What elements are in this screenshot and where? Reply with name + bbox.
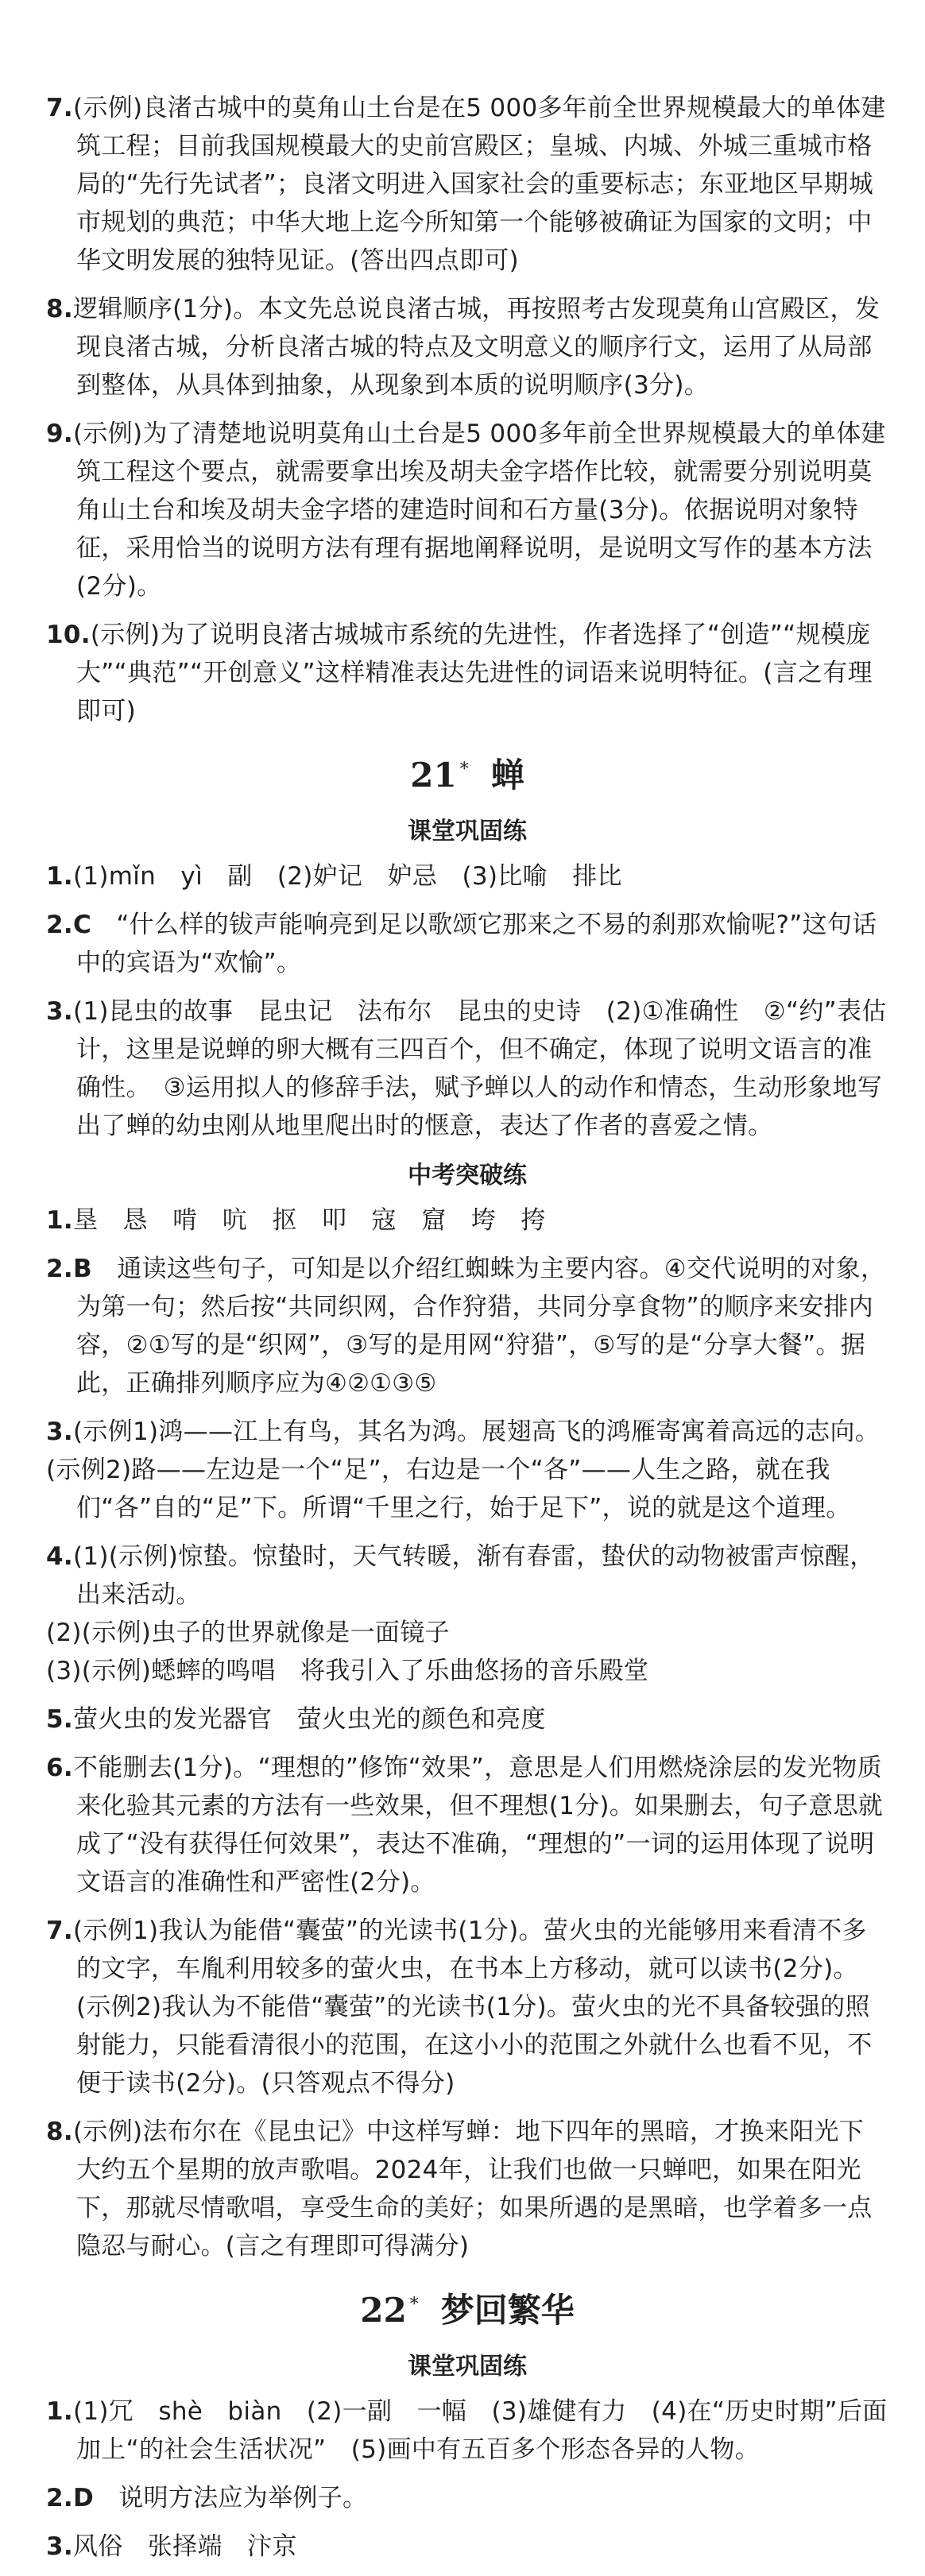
item-text: (示例2)路——左边是一个“足”，右边是一个“各”——人生之路，就在我们“各”自的“足”下。所谓“千里之行，始于足下”，说的就是这个道理。	[46, 1456, 851, 1522]
section-20-answers	[46, 89, 888, 730]
item-text: (示例)良渚古城中的莫角山土台是在5 000多年前全世界规模最大的单体建筑工程；目前我国规模最大的史前宫殿区；皇城、内城、外城三重城市格局的“先行先试者”；良渚文明进入国家社会的重要标志；东亚地区早期城市规划的典范；中华大地上迄今所知第一个能够被确证为国家的文明；中华文明发展的独特见证。(答出四点即可)	[72, 94, 886, 275]
item-text: (1)冗 shè biàn (2)一副 一幅 (3)雄健有力 (4)在“历史时期”后面加上“的社会生活状况” (5)画中有五百多个形态各异的人物。	[72, 2397, 888, 2464]
lesson-mark: *	[459, 760, 469, 779]
choice-answer: B	[72, 1255, 92, 1283]
section-heading: 课堂巩固练	[408, 818, 527, 845]
list-item	[46, 1201, 888, 1240]
item-number: 1.	[46, 2397, 73, 2426]
list-item	[46, 89, 888, 280]
item-text: 通读这些句子，可知是以介绍红蜘蛛为主要内容。④交代说明的对象，为第一句；然后按“共同织网，合作狩猎，共同分享食物”的顺序来安排内容，②①写的是“织网”，③写的是用网“狩猎”，⑤写的是“分享大餐”。据此，正确排列顺序应为④②①③⑤	[76, 1255, 886, 1398]
list-item	[46, 992, 888, 1145]
item-text: (示例)为了说明良渚古城城市系统的先进性，作者选择了“创造”“规模庞大”“典范”“开创意义”这样精准表达先进性的词语来说明特征。(言之有理即可)	[76, 621, 873, 725]
list-item	[46, 2392, 888, 2469]
item-number: 6.	[46, 1754, 73, 1782]
item-text: (2)(示例)虫子的世界就像是一面镜子	[46, 1619, 450, 1647]
list-item	[46, 415, 888, 605]
item-number: 3.	[46, 997, 73, 1026]
list-item	[46, 906, 888, 982]
list-item	[46, 616, 888, 730]
list-item	[46, 290, 888, 404]
list-item	[46, 2479, 888, 2517]
item-number: 3.	[46, 1418, 73, 1446]
list-item	[46, 857, 888, 895]
list-item	[46, 1700, 888, 1739]
lesson-22-title	[46, 2284, 888, 2332]
list-item	[46, 1912, 888, 2102]
item-text: (示例1)我认为能借“囊萤”的光读书(1分)。萤火虫的光能够用来看清不多的文字，车胤利用较多的萤火虫，在书本上方移动，就可以读书(2分)。 (示例2)我认为不能借“囊萤”的光读书(1分)。萤火虫的光不具备较强的照射能力，只能看清很小的范围，在这小小的范围之外就什么也看不见，不便于读书(2分)。(只答观点不得分)	[72, 1917, 873, 2098]
item-number: 8.	[46, 295, 73, 323]
lesson-21-title	[46, 749, 888, 797]
item-text: 说明方法应为举例子。	[94, 2484, 368, 2512]
item-text: 风俗 张择端 汴京	[72, 2532, 297, 2561]
item-number: 4.	[46, 1542, 73, 1571]
item-number: 2.	[46, 911, 73, 939]
list-item	[46, 2113, 888, 2265]
item-number: 1.	[46, 1206, 73, 1235]
list-item	[46, 1749, 888, 1901]
choice-answer: D	[72, 2484, 94, 2512]
answer-page	[46, 89, 888, 2576]
list-item	[46, 1413, 888, 1527]
item-text: (1)(示例)惊蛰。惊蛰时，天气转暖，渐有春雷，蛰伏的动物被雷声惊醒，出来活动。	[72, 1542, 875, 1609]
item-number: 5.	[46, 1705, 73, 1734]
item-text: (3)(示例)蟋蟀的鸣唱 将我引入了乐曲悠扬的音乐殿堂	[46, 1657, 649, 1685]
section-heading: 中考突破练	[408, 1162, 527, 1189]
item-number: 7.	[46, 94, 73, 122]
section-heading: 课堂巩固练	[408, 2353, 527, 2381]
item-number: 2.	[46, 2484, 73, 2512]
item-number: 2.	[46, 1255, 73, 1283]
item-text: 萤火虫的发光器官 萤火虫光的颜色和亮度	[72, 1705, 546, 1734]
item-number: 3.	[46, 2532, 73, 2561]
item-number: 10.	[46, 621, 91, 649]
lesson-number: 21	[410, 756, 457, 795]
lesson-mark: *	[409, 2295, 419, 2315]
item-text: “什么样的钹声能响亮到足以歌颂它那来之不易的刹那欢愉呢?”这句话中的宾语为“欢愉”。	[76, 911, 877, 977]
item-text: 逻辑顺序(1分)。本文先总说良渚古城，再按照考古发现莫角山宫殿区，发现良渚古城，分析良渚古城的特点及文明意义的顺序行文，运用了从局部到整体，从具体到抽象，从现象到本质的说明顺序(3分)。	[72, 295, 880, 400]
item-text: 垦 恳 啃 吭 抠 叩 寇 窟 垮 挎	[72, 1206, 546, 1235]
list-item	[46, 2528, 888, 2566]
item-text: (1)昆虫的故事 昆虫记 法布尔 昆虫的史诗 (2)①准确性 ②“约”表估计，这里是说蝉的卵大概有三四百个，但不确定，体现了说明文语言的准确性。 ③运用拟人的修辞手法，赋予蝉以人的动作和情态，生动形象地写出了蝉的幼虫刚从地里爬出时的惬意，表达了作者的喜爱之情。	[72, 997, 887, 1140]
list-item	[46, 1250, 888, 1402]
choice-answer: C	[72, 911, 92, 939]
item-number: 1.	[46, 862, 73, 891]
lesson-title: 梦回繁华	[440, 2291, 575, 2330]
item-text: (示例)为了清楚地说明莫角山土台是5 000多年前全世界规模最大的单体建筑工程这个要点，就需要拿出埃及胡夫金字塔作比较，就需要分别说明莫角山土台和埃及胡夫金字塔的建造时间和石方量(3分)。依据说明对象特征，采用恰当的说明方法有理有据地阐释说明，是说明文写作的基本方法(2分)。	[72, 420, 886, 601]
item-number: 7.	[46, 1917, 73, 1945]
item-text: (1)mǐn yì 副 (2)妒记 妒忌 (3)比喻 排比	[72, 862, 622, 891]
lesson-number: 22	[360, 2291, 407, 2330]
item-text: (示例)法布尔在《昆虫记》中这样写蝉：地下四年的黑暗，才换来阳光下大约五个星期的放声歌唱。2024年，让我们也做一只蝉吧，如果在阳光下，那就尽情歌唱，享受生命的美好；如果所遇的是黑暗，也学着多一点隐忍与耐心。(言之有理即可得满分)	[72, 2118, 873, 2261]
item-number: 8.	[46, 2118, 73, 2146]
item-text: (示例1)鸿——江上有鸟，其名为鸿。展翅高飞的鸿雁寄寓着高远的志向。	[72, 1418, 880, 1446]
item-number: 9.	[46, 420, 73, 448]
list-item	[46, 1537, 888, 1690]
lesson-title: 蝉	[490, 756, 524, 795]
item-text: 不能删去(1分)。“理想的”修饰“效果”，意思是人们用燃烧涂层的发光物质来化验其元素的方法有一些效果，但不理想(1分)。如果删去，句子意思就成了“没有获得任何效果”，表达不准确，“理想的”一词的运用体现了说明文语言的准确性和严密性(2分)。	[72, 1754, 884, 1897]
